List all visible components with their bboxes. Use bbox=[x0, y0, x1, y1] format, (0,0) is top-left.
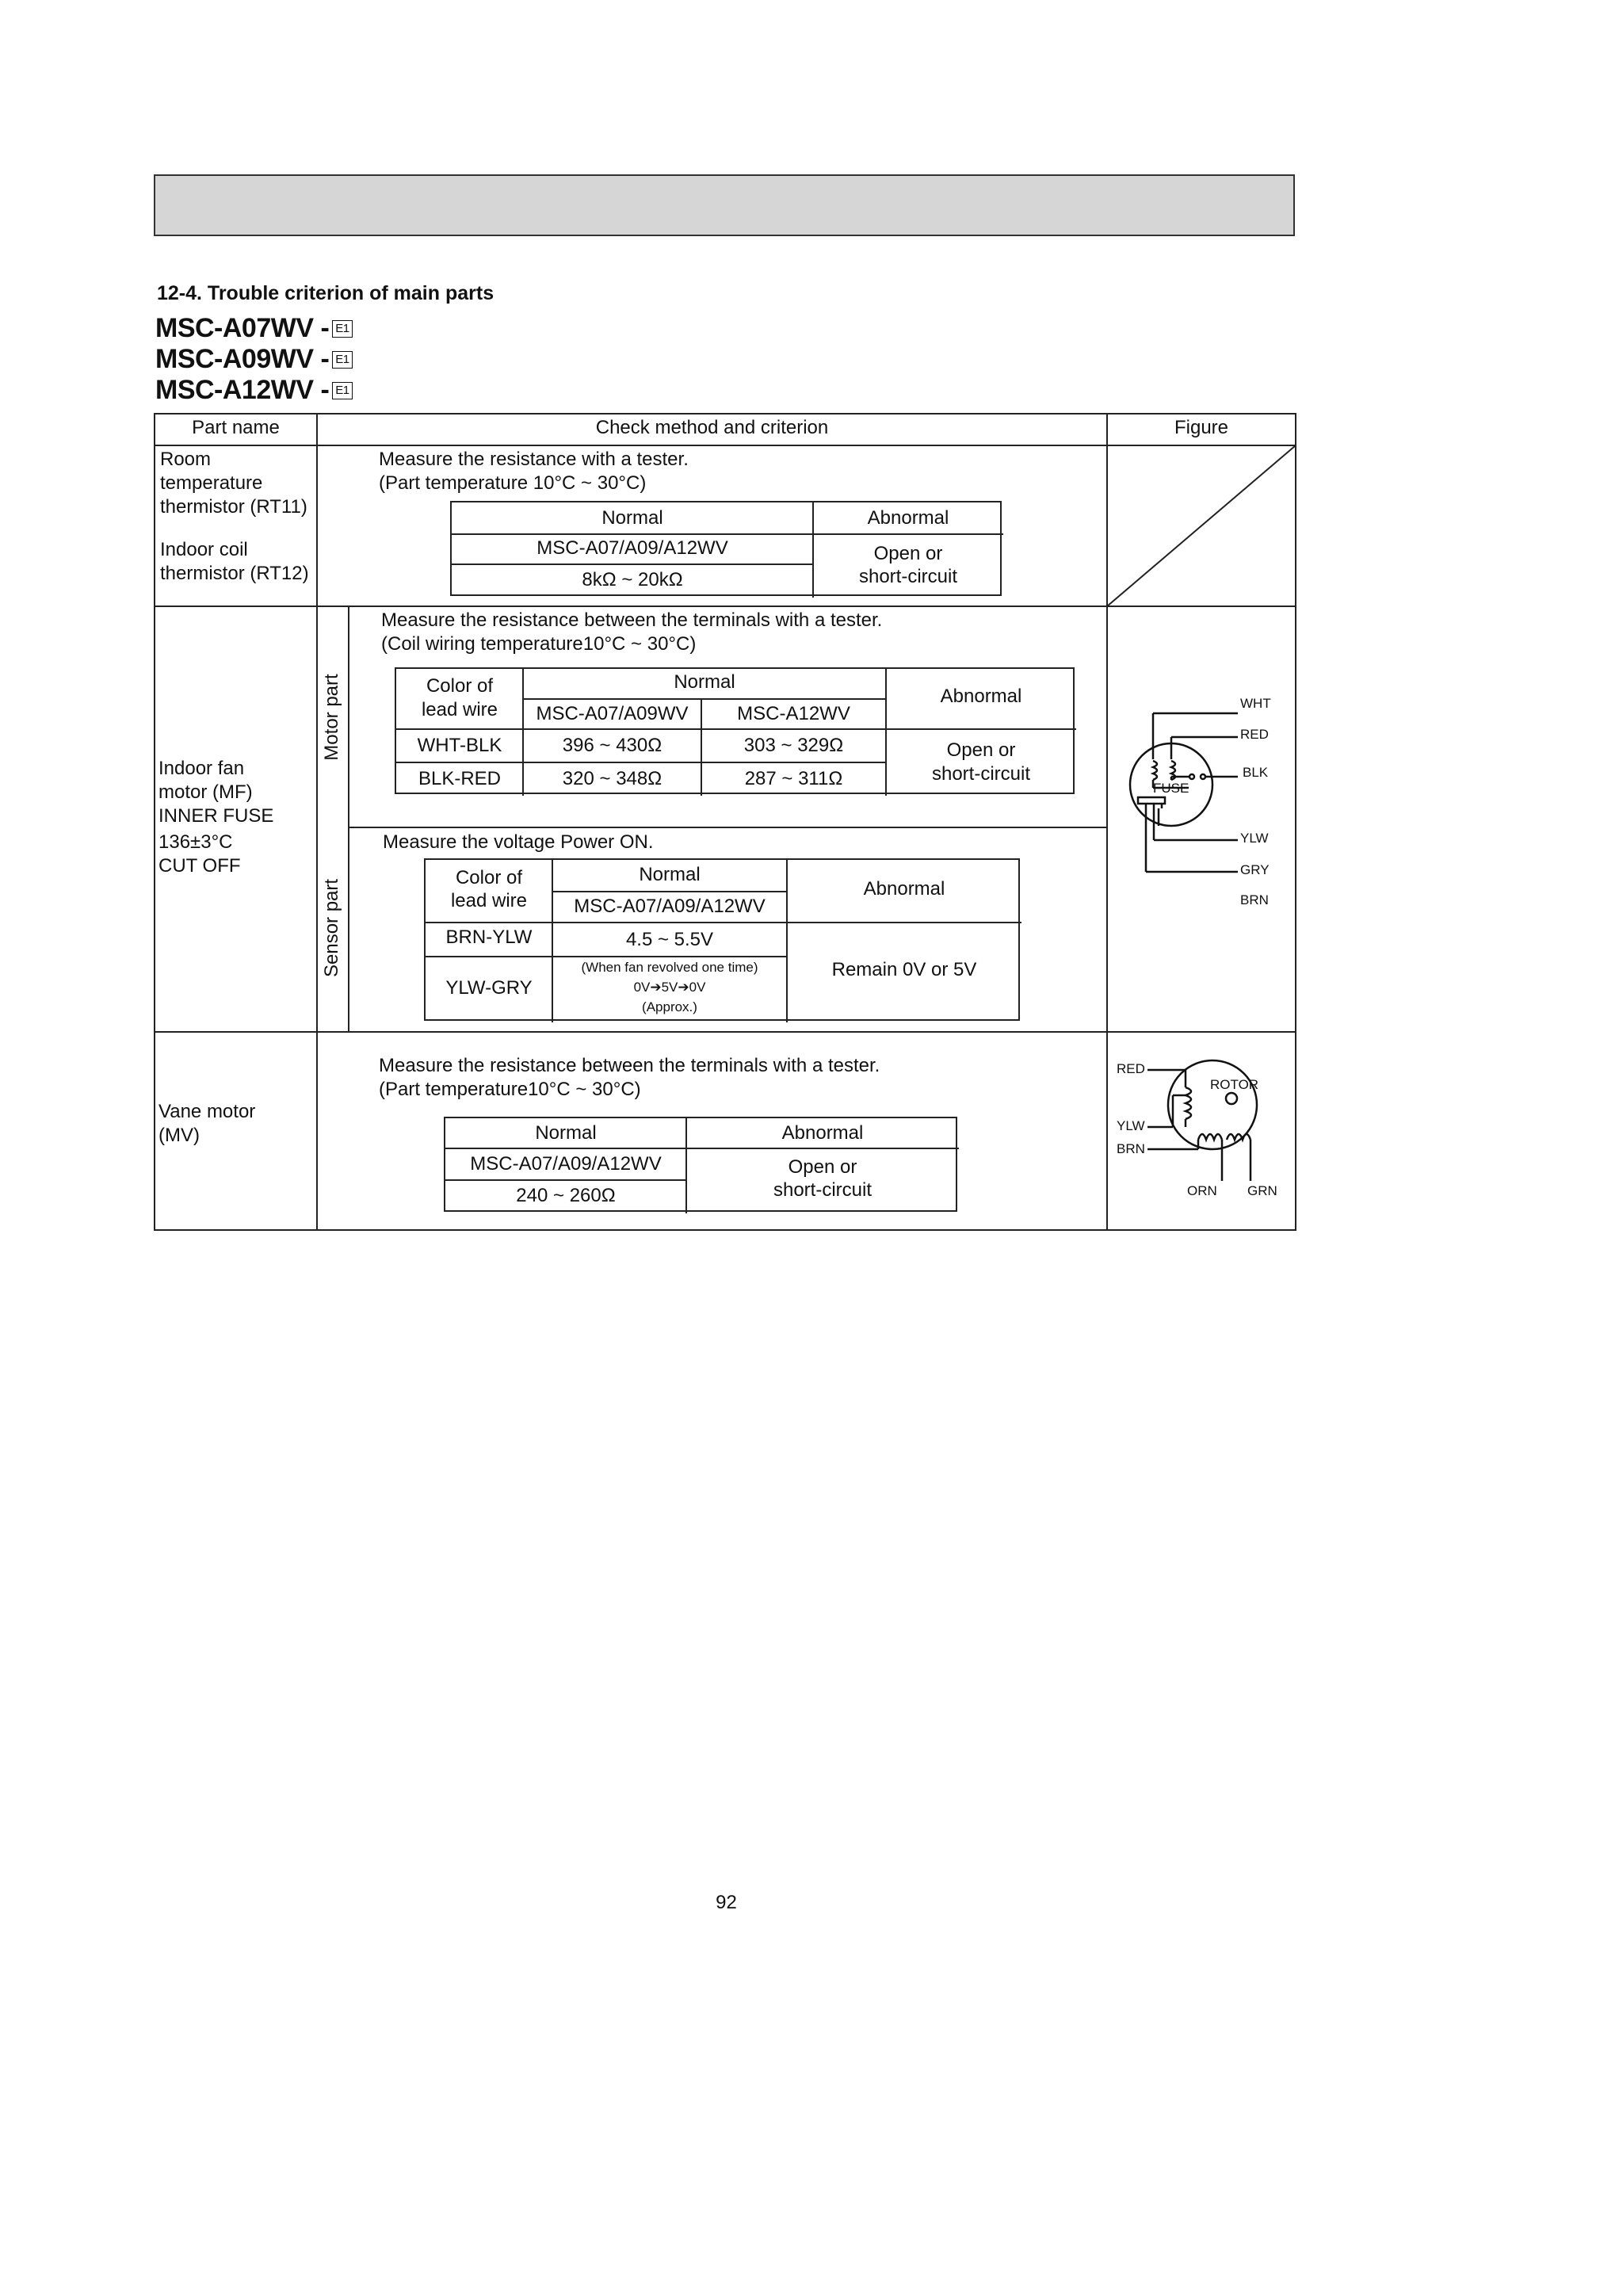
part-name-line: thermistor (RT12) bbox=[160, 563, 309, 584]
sensor-criteria-table bbox=[424, 858, 1020, 1021]
value-cell: 0V➔5V➔0V bbox=[633, 980, 706, 995]
rotor-label: ROTOR bbox=[1210, 1077, 1259, 1092]
abnormal-value: Remain 0V or 5V bbox=[831, 959, 977, 980]
model-cell: MSC-A07/A09/A12WV bbox=[536, 537, 728, 559]
section-title: 12-4. Trouble criterion of main parts bbox=[157, 282, 494, 304]
instruction-text: (Part temperature10°C ~ 30°C) bbox=[379, 1079, 641, 1100]
part-name-line: 136±3°C bbox=[158, 831, 233, 853]
normal-value: 8kΩ ~ 20kΩ bbox=[582, 569, 683, 590]
motor-criteria-table bbox=[395, 667, 1075, 794]
wire-cell: BRN-YLW bbox=[445, 926, 533, 948]
normal-header: Normal bbox=[601, 507, 663, 529]
wire-label-grn: GRN bbox=[1247, 1183, 1277, 1198]
fan-motor-wiring-diagram bbox=[1109, 682, 1293, 919]
motor-part-label: Motor part bbox=[321, 674, 342, 761]
value-cell: 303 ~ 329Ω bbox=[743, 735, 844, 756]
instruction-text: (Part temperature 10°C ~ 30°C) bbox=[379, 472, 647, 494]
fuse-label: FUSE bbox=[1153, 781, 1189, 796]
part-name-line: CUT OFF bbox=[158, 855, 241, 877]
color-header: lead wire bbox=[421, 699, 498, 720]
model-cell: MSC-A07/A09/A12WV bbox=[470, 1153, 662, 1175]
abnormal-header: Abnormal bbox=[781, 1122, 864, 1144]
wire-label-brn: BRN bbox=[1117, 1141, 1145, 1156]
model-suffix-badge: E1 bbox=[332, 351, 352, 369]
abnormal-header: Abnormal bbox=[863, 878, 945, 900]
abnormal-value: Open or bbox=[873, 543, 943, 564]
wire-label-blk: BLK bbox=[1243, 765, 1269, 780]
header-check-method: Check method and criterion bbox=[595, 417, 829, 438]
wire-label-wht: WHT bbox=[1240, 696, 1271, 711]
wire-label-red: RED bbox=[1117, 1061, 1145, 1076]
abnormal-header: Abnormal bbox=[867, 507, 949, 529]
value-cell: 320 ~ 348Ω bbox=[562, 768, 662, 789]
value-note: (When fan revolved one time) bbox=[581, 960, 758, 975]
thermistor-criteria-table bbox=[450, 501, 1002, 596]
part-name-line: (MV) bbox=[158, 1125, 200, 1146]
wire-cell: BLK-RED bbox=[418, 768, 502, 789]
part-name-line: Indoor coil bbox=[160, 539, 248, 560]
wire-label-orn: ORN bbox=[1187, 1183, 1217, 1198]
part-name-line: motor (MF) bbox=[158, 781, 253, 803]
wire-label-red: RED bbox=[1240, 727, 1269, 742]
instruction-text: Measure the resistance between the terminals with a tester. bbox=[379, 1055, 880, 1076]
normal-header: Normal bbox=[674, 671, 735, 693]
vane-criteria-table bbox=[444, 1117, 957, 1212]
sensor-part-label: Sensor part bbox=[321, 878, 342, 977]
model-suffix-badge: E1 bbox=[332, 320, 352, 338]
model-a-cell: MSC-A07/A09WV bbox=[536, 703, 689, 724]
wire-cell: WHT-BLK bbox=[417, 735, 502, 756]
value-cell: 287 ~ 311Ω bbox=[744, 768, 843, 789]
model-cell: MSC-A07/A09/A12WV bbox=[574, 896, 766, 917]
part-name-line: Room bbox=[160, 449, 212, 470]
instruction-text: Measure the resistance with a tester. bbox=[379, 449, 689, 470]
model-name: MSC-A07WV - bbox=[155, 313, 330, 343]
header-figure: Figure bbox=[1174, 417, 1229, 438]
header-part-name: Part name bbox=[192, 417, 280, 438]
color-header: lead wire bbox=[450, 890, 528, 911]
instruction-text: (Coil wiring temperature10°C ~ 30°C) bbox=[381, 633, 697, 655]
instruction-text: Measure the resistance between the terminals with a tester. bbox=[381, 609, 883, 631]
part-name-line: thermistor (RT11) bbox=[160, 496, 307, 518]
model-b-cell: MSC-A12WV bbox=[737, 703, 850, 724]
abnormal-value: Open or bbox=[946, 739, 1016, 761]
color-header: Color of bbox=[426, 675, 494, 697]
wire-label-ylw: YLW bbox=[1117, 1118, 1145, 1133]
wire-cell: YLW-GRY bbox=[445, 977, 533, 999]
color-header: Color of bbox=[455, 867, 523, 888]
normal-header: Normal bbox=[535, 1122, 597, 1144]
model-suffix-badge: E1 bbox=[332, 382, 352, 399]
model-name: MSC-A12WV - bbox=[155, 375, 330, 405]
normal-header: Normal bbox=[639, 864, 701, 885]
abnormal-value: Open or bbox=[788, 1156, 857, 1178]
abnormal-value: short-circuit bbox=[858, 566, 958, 587]
abnormal-value: short-circuit bbox=[931, 763, 1031, 785]
wire-label-brn: BRN bbox=[1240, 892, 1269, 907]
normal-value: 240 ~ 260Ω bbox=[516, 1185, 616, 1206]
part-name-line: INNER FUSE bbox=[158, 805, 274, 827]
value-cell: 4.5 ~ 5.5V bbox=[625, 929, 714, 950]
part-name-line: temperature bbox=[160, 472, 263, 494]
part-name-line: Vane motor bbox=[158, 1101, 256, 1122]
instruction-text: Measure the voltage Power ON. bbox=[383, 831, 654, 853]
wire-label-ylw: YLW bbox=[1240, 831, 1269, 846]
model-name: MSC-A09WV - bbox=[155, 344, 330, 374]
abnormal-value: short-circuit bbox=[773, 1179, 873, 1201]
abnormal-header: Abnormal bbox=[940, 686, 1022, 707]
wire-label-gry: GRY bbox=[1240, 862, 1270, 877]
value-cell: 396 ~ 430Ω bbox=[562, 735, 662, 756]
value-note: (Approx.) bbox=[642, 999, 697, 1014]
page-number: 92 bbox=[716, 1892, 737, 1913]
part-name-line: Indoor fan bbox=[158, 758, 245, 779]
